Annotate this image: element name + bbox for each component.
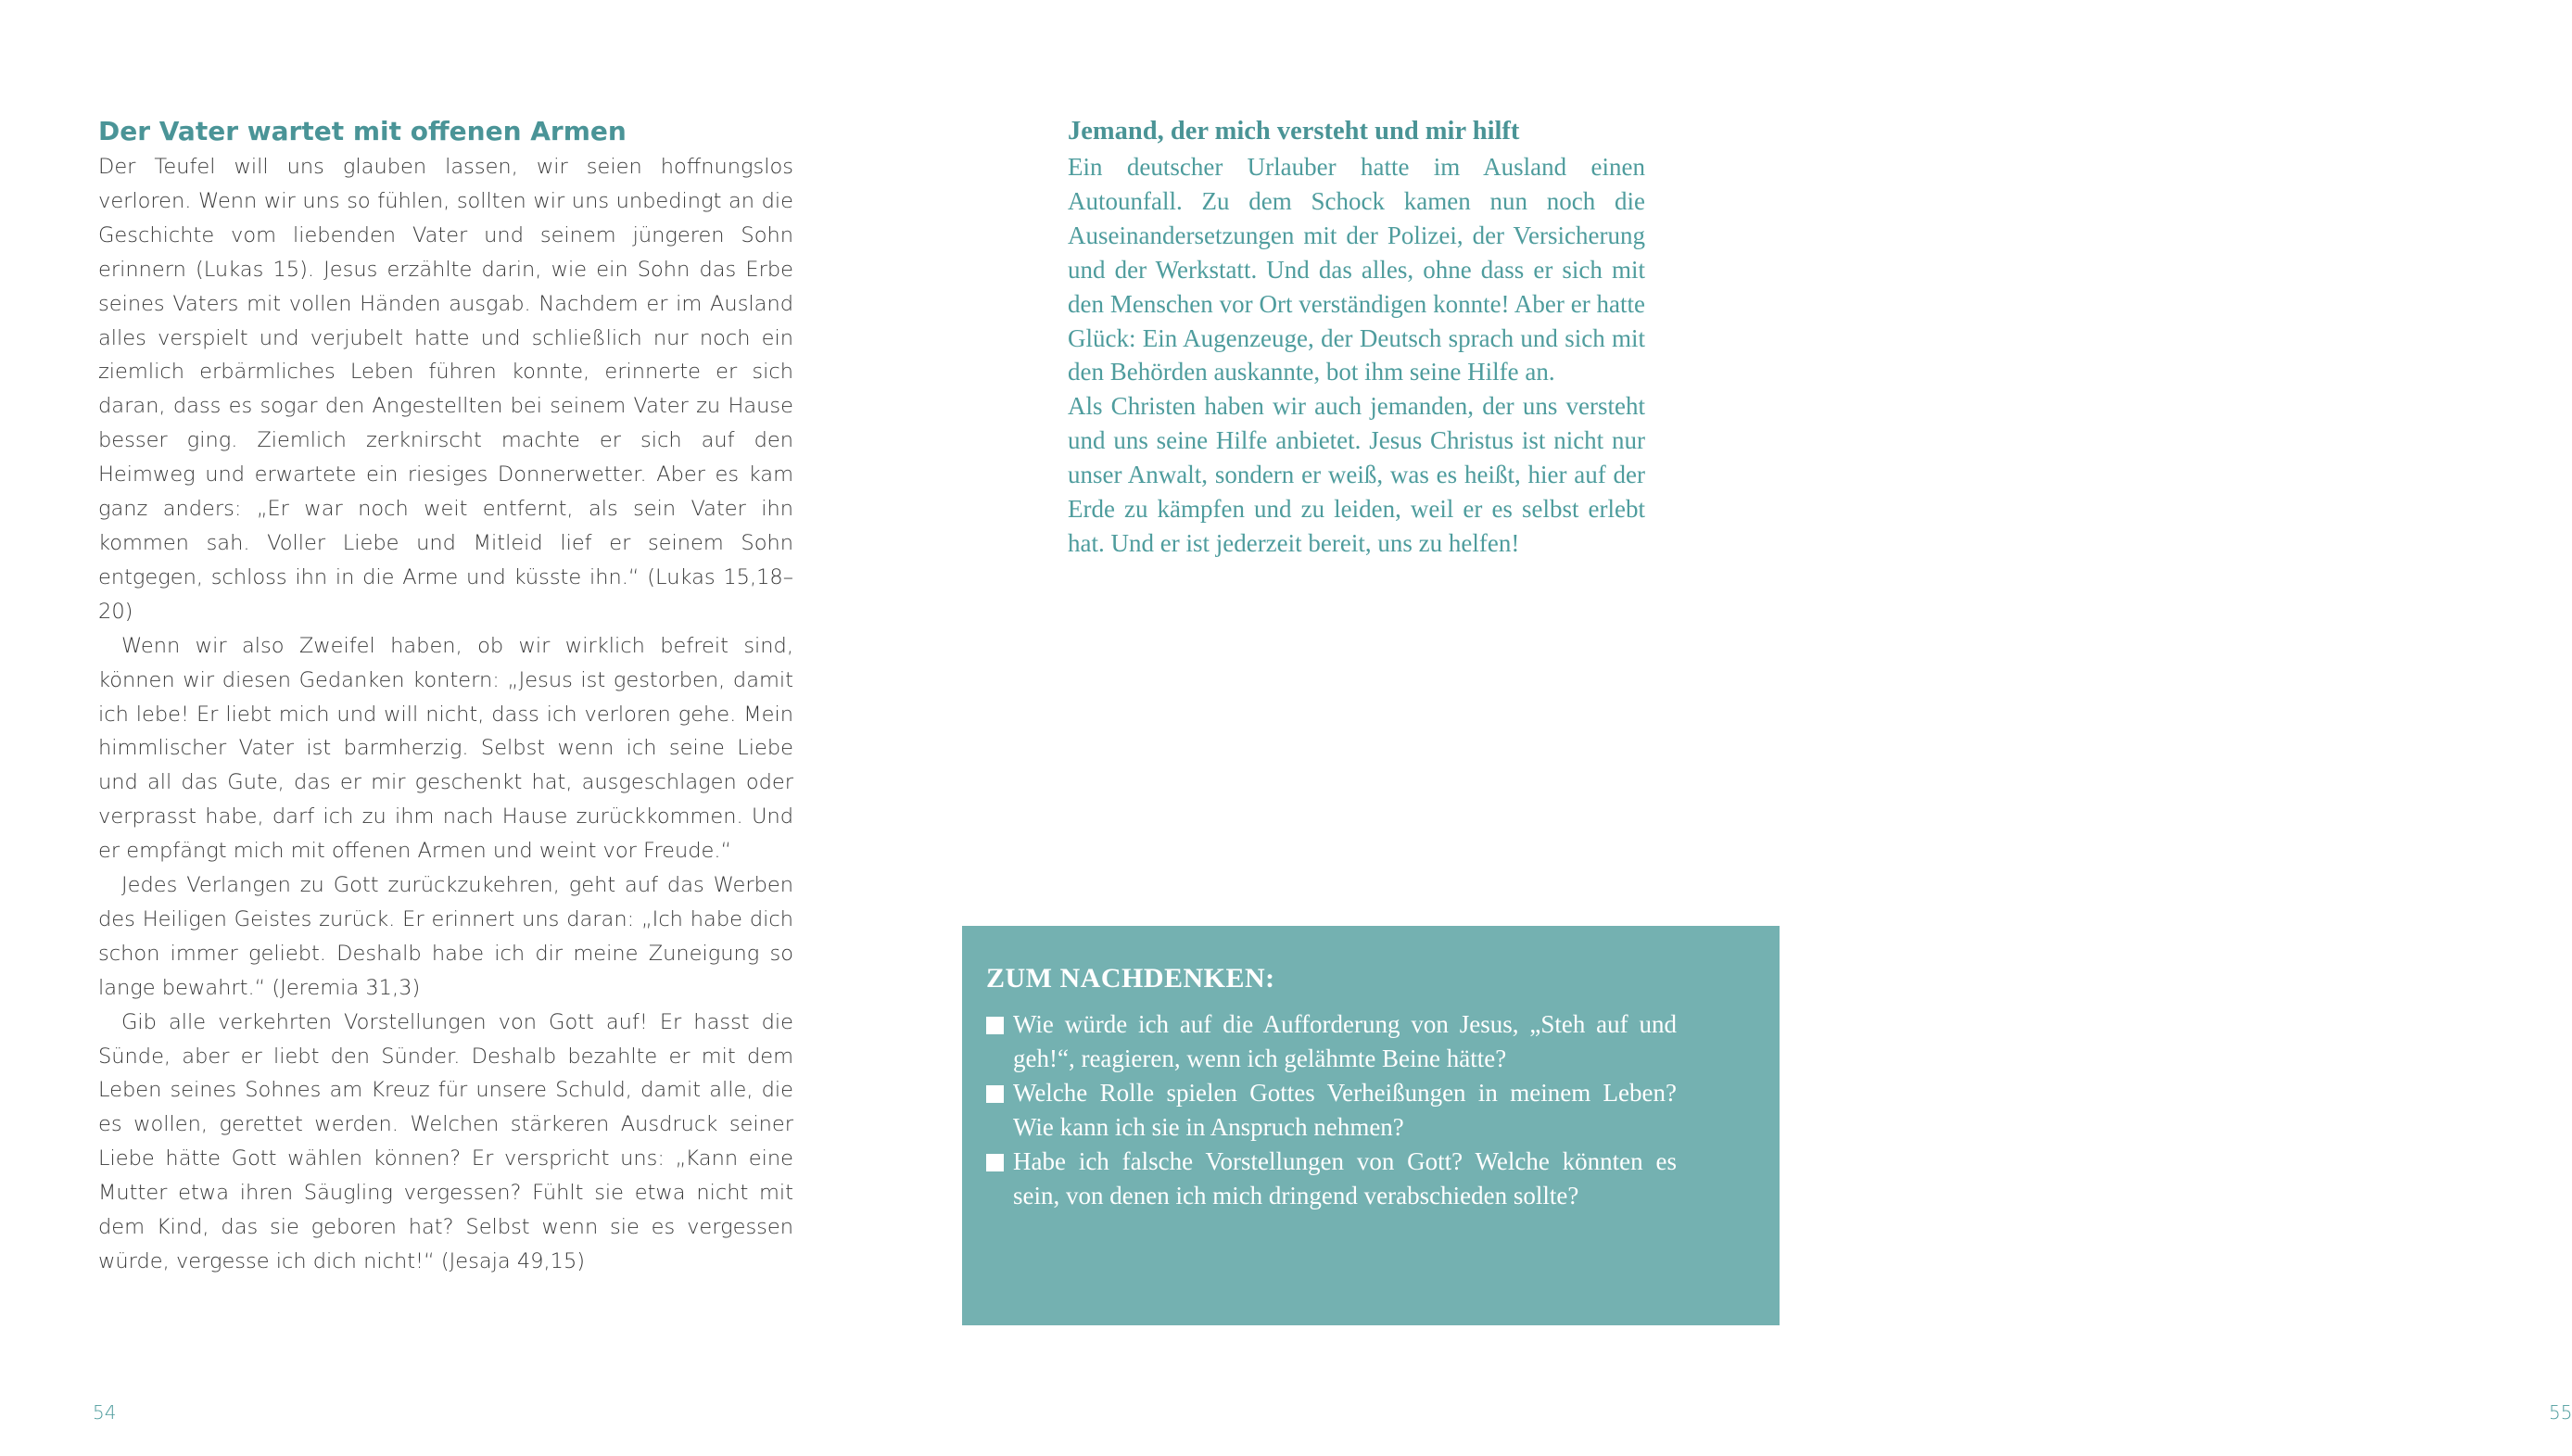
reflection-box-content [986, 959, 1677, 1212]
reflection-box-title: ZUM NACHDENKEN: [986, 963, 1275, 994]
left-paragraph-2: Wenn wir also Zweifel haben, ob wir wirklich befreit sind, können wir diesen Gedanken kontern: „Jesus ist gestorben, damit ich lebe! Er liebt mich und will nicht, dass ich verloren gehe. Mein himmlischer Vater ist barmherzig. Selbst wenn ich seine Liebe und all das Gute, das er mir geschenkt hat, ausgeschlagen oder verprasst habe, darf ich zu ihm nach Hause zurückkommen. Und er empfängt mich mit offenen Armen und weint vor Freude.“ [98, 633, 793, 864]
left-section-title: Der Vater wartet mit offenen Armen [98, 116, 627, 146]
reflection-question-2 [986, 1076, 1677, 1145]
left-text-column [98, 109, 793, 1279]
reflection-question-text: Welche Rolle spielen Gottes Verheißungen in meinem Leben? Wie kann ich sie in Anspruch nehmen? [1013, 1078, 1677, 1141]
reflection-question-text: Habe ich falsche Vorstellungen von Gott? Welche könnten es sein, von denen ich mich dringend verabschieden sollte? [1013, 1146, 1677, 1209]
reflection-box [962, 926, 1780, 1325]
square-bullet-icon [986, 1017, 1004, 1034]
right-paragraph-2: Als Christen haben wir auch jemanden, der uns versteht und uns seine Hilfe anbietet. Jesus Christus ist nicht nur unser Anwalt, sondern er weiß, was es heißt, hier auf der Erde zu kämpfen und zu leiden, weil er es selbst erlebt hat. Und er ist jederzeit bereit, uns zu helfen! [1068, 392, 1645, 557]
reflection-question-list [986, 1007, 1677, 1212]
right-section-title: Jemand, der mich versteht und mir hilft [1068, 117, 1520, 146]
left-paragraph-1: Der Teufel will uns glauben lassen, wir seien hoffnungslos verloren. Wenn wir uns so fühlen, sollten wir uns unbedingt an die Geschichte vom liebenden Vater und seinem jüngeren Sohn erinnern (Lukas 15). Jesus erzählte darin, wie ein Sohn das Erbe seines Vaters mit vollen Händen ausgab. Nachdem er im Ausland alles verspielt und verjubelt hatte und schließlich nur noch ein ziemlich erbärmliches Leben führen konnte, erinnerte er sich daran, dass es sogar den Angestellten bei seinem Vater zu Hause besser ging. Ziemlich zerknirscht machte er sich auf den Heimweg und erwartete ein riesiges Donnerwetter. Aber es kam ganz anders: „Er war noch weit entfernt, als sein Vater ihn kommen sah. Voller Liebe und Mitleid lief er seinem Sohn entgegen, schloss ihn in die Arme und küsste ihn.“ (Lukas 15,18–20) [98, 155, 793, 624]
right-text-column [1068, 109, 1645, 561]
square-bullet-icon [986, 1154, 1004, 1171]
reflection-question-1 [986, 1007, 1677, 1076]
right-page [890, 0, 2572, 1456]
page-number-left: 54 [93, 1401, 117, 1424]
square-bullet-icon [986, 1085, 1004, 1103]
reflection-question-3 [986, 1145, 1677, 1213]
reflection-question-text: Wie würde ich auf die Aufforderung von Jesus, „Steh auf und geh!“, reagieren, wenn ich gelähmte Beine hätte? [1013, 1010, 1677, 1072]
left-paragraph-4: Gib alle verkehrten Vorstellungen von Gott auf! Er hasst die Sünde, aber er liebt den Sünder. Deshalb bezahlte er mit dem Leben seines Sohnes am Kreuz für unsere Schuld, damit alle, die es wollen, gerettet werden. Welchen stärkeren Ausdruck seiner Liebe hätte Gott wählen können? Er verspricht uns: „Kann eine Mutter etwa ihren Säugling vergessen? Fühlt sie etwa nicht mit dem Kind, das sie geboren hat? Selbst wenn sie es vergessen würde, vergesse ich dich nicht!“ (Jesaja 49,15) [98, 1009, 793, 1273]
right-paragraph-1: Ein deutscher Urlauber hatte im Ausland einen Autounfall. Zu dem Schock kamen nun noch die Auseinandersetzungen mit der Polizei, der Versicherung und der Werkstatt. Und das alles, ohne dass er sich mit den Menschen vor Ort verständigen konnte! Aber er hatte Glück: Ein Augenzeuge, der Deutsch sprach und sich mit den Behörden auskannte, bot ihm seine Hilfe an. [1068, 153, 1645, 386]
left-page [0, 0, 890, 1456]
page-number-right: 55 [2549, 1401, 2572, 1424]
left-paragraph-3: Jedes Verlangen zu Gott zurückzukehren, geht auf das Werben des Heiligen Geistes zurück. Er erinnert uns daran: „Ich habe dich schon immer geliebt. Deshalb habe ich dir meine Zuneigung so lange bewahrt.“ (Jeremia 31,3) [98, 873, 793, 1000]
